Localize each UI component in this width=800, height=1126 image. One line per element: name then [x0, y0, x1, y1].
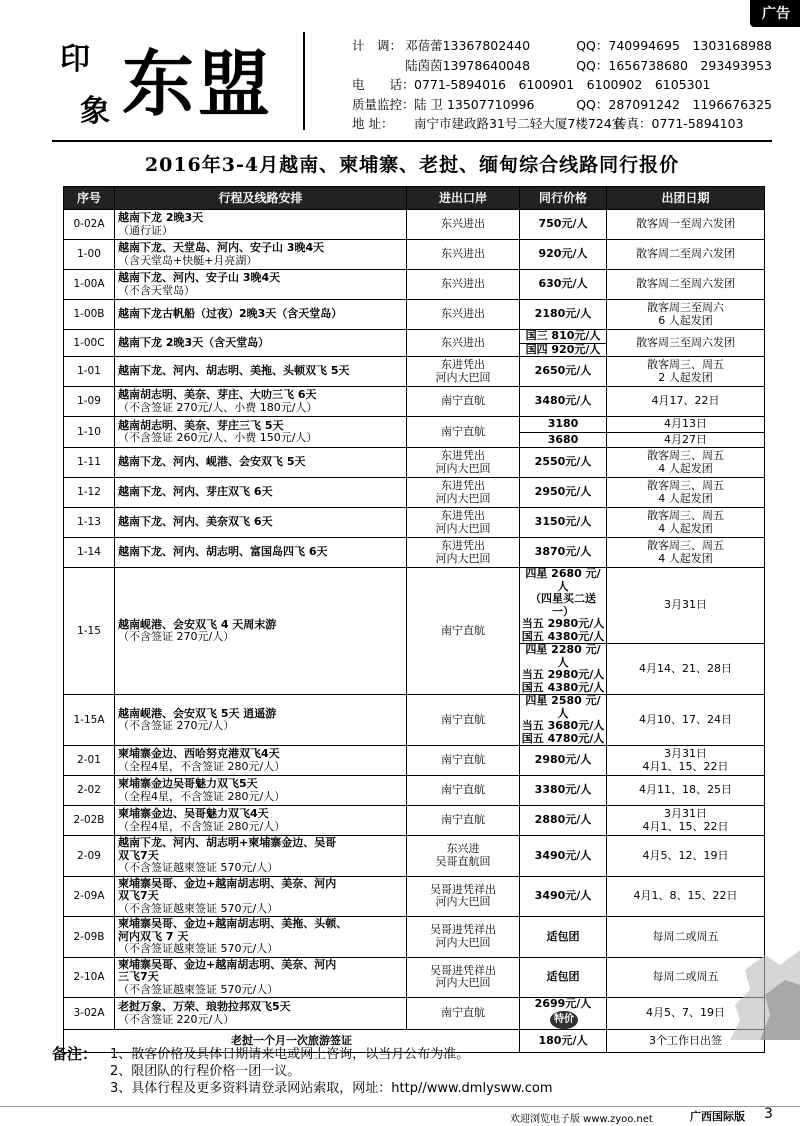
row-code: 1-14	[64, 538, 115, 568]
route-name: 越南下龙 2晚3天	[118, 211, 204, 224]
footer-site: 欢迎浏览电子版 www.zyoo.net	[510, 1114, 653, 1125]
visa-date: 3个工作日出签	[607, 1030, 765, 1053]
table-row	[64, 917, 765, 958]
route-note: （全程4星，不含签证 280元/人）	[118, 759, 286, 773]
row-route	[115, 387, 407, 417]
route-name: 越南岘港、会安双飞 4 天周末游	[118, 617, 277, 631]
row-route	[115, 538, 407, 568]
page-footer	[0, 1106, 800, 1126]
price-value: 适包团	[546, 970, 580, 983]
contact-row	[352, 114, 772, 134]
row-price	[520, 695, 607, 746]
price-value: 3150元/人	[534, 515, 592, 529]
row-price	[520, 508, 607, 538]
route-name: 越南下龙、河内、胡志明+柬埔寨金边、吴哥 双飞7天	[118, 836, 337, 862]
price-value: 2180元/人	[534, 307, 592, 321]
row-port: 东进凭出 河内大巴回	[407, 508, 520, 538]
table-row	[64, 508, 765, 538]
route-name: 越南下龙、河内、芽庄双飞 6天	[118, 485, 273, 499]
row-price	[520, 538, 607, 568]
row-port: 东兴进出	[407, 240, 520, 270]
row-date: 散客周三、周五 2 人起发团	[607, 357, 765, 387]
contact-value: 0771-5894016 6100901 6100902 6105301	[414, 77, 711, 92]
header-code: 序号	[64, 187, 115, 210]
route-note: （不含签证 270元/人、小费 180元/人）	[118, 400, 318, 414]
price-value: 2950元/人	[534, 485, 592, 499]
table-row	[64, 957, 765, 998]
row-route	[115, 568, 407, 695]
row-port: 东兴进 吴哥直航回	[407, 836, 520, 877]
contact-value-2: 传真：0771-5894103	[614, 116, 744, 131]
row-port: 南宁直航	[407, 806, 520, 836]
brand-logo	[52, 26, 302, 136]
row-price	[520, 957, 607, 998]
contact-row	[352, 95, 772, 115]
row-code: 3-02A	[64, 998, 115, 1030]
row-port: 东进凭出 河内大巴回	[407, 448, 520, 478]
price-value: 3180	[547, 417, 579, 430]
route-name: 柬埔寨吴哥、金边+越南胡志明、美拖、头顿、 河内双飞 7 天	[118, 917, 348, 943]
row-route	[115, 776, 407, 806]
row-port: 吴哥进凭祥出 河内大巴回	[407, 876, 520, 917]
route-name: 越南下龙古帆船（过夜）2晚3天（含天堂岛）	[118, 307, 343, 321]
row-price	[520, 836, 607, 877]
route-name: 越南下龙、河内、安子山 3晚4天	[118, 271, 281, 284]
contact-label	[352, 56, 405, 76]
row-route	[115, 210, 407, 240]
row-price	[520, 644, 607, 695]
table-row	[64, 876, 765, 917]
price-value: 3480元/人	[534, 394, 592, 408]
row-date: 每周二或周五	[607, 957, 765, 998]
route-note: （不含签证越柬签证 570元/人）	[118, 982, 279, 996]
rock-illustration	[710, 940, 800, 1040]
route-note: （含天堂岛+快艇+月亮湖）	[118, 253, 258, 267]
row-code: 1-11	[64, 448, 115, 478]
route-name: 柬埔寨金边、西哈努克港双飞4天	[118, 747, 280, 760]
row-port: 东兴进出	[407, 330, 520, 357]
row-date: 4月17、22日	[607, 387, 765, 417]
contact-label: 电 话：	[352, 77, 415, 92]
price-value: 2980元/人	[534, 753, 592, 767]
price-value: 2650元/人	[534, 364, 592, 378]
special-price-badge: 特价	[550, 1011, 578, 1030]
price-value: 630元/人	[538, 277, 588, 291]
row-route	[115, 357, 407, 387]
row-route	[115, 998, 407, 1030]
row-price	[520, 240, 607, 270]
contact-value-2: QQ：740994695 1303168988	[576, 38, 772, 53]
route-note: （不含签证 260元/人、小费 150元/人）	[118, 431, 318, 444]
table-row	[64, 478, 765, 508]
row-date: 散客周二至周六发团	[607, 240, 765, 270]
price-value: 3380元/人	[534, 783, 592, 797]
route-name: 越南胡志明、美奈、芽庄、大叻三飞 6天	[118, 388, 317, 401]
row-port: 吴哥进凭祥出 河内大巴回	[407, 917, 520, 958]
row-price	[520, 746, 607, 776]
route-name: 越南下龙、河内、美奈双飞 6天	[118, 515, 273, 529]
header-rule	[52, 140, 772, 142]
row-route	[115, 330, 407, 357]
contact-label: 计 调：	[352, 38, 403, 53]
row-code: 2-02	[64, 776, 115, 806]
route-name: 越南下龙 2晚3天（含天堂岛）	[118, 335, 270, 349]
row-price	[520, 998, 607, 1030]
table-row	[64, 998, 765, 1030]
price-value: 3490元/人	[534, 889, 592, 902]
route-note: （不含签证 270元/人）	[118, 719, 235, 732]
route-name: 越南岘港、会安双飞 5天 逍遥游	[118, 706, 277, 720]
row-date: 3月31日 4月1、15、22日	[607, 806, 765, 836]
row-code: 2-02B	[64, 806, 115, 836]
row-port: 南宁直航	[407, 776, 520, 806]
row-date: 散客周三、周五 4 人起发团	[607, 508, 765, 538]
logo-main-text: 东盟	[122, 41, 275, 126]
row-route	[115, 508, 407, 538]
row-date: 散客周三至周六 6 人起发团	[607, 300, 765, 330]
route-name: 越南胡志明、美奈、芽庄三飞 5天	[118, 418, 284, 432]
visa-price: 180元/人	[520, 1030, 607, 1053]
price-value: 四星 2280 元/人 当五 2980元/人 国五 4380元/人	[521, 643, 605, 694]
row-code: 2-09A	[64, 876, 115, 917]
row-date: 散客周三、周五 4 人起发团	[607, 538, 765, 568]
route-name: 越南下龙、河内、胡志明、美拖、头顿双飞 5天	[118, 364, 350, 378]
row-code: 1-00B	[64, 300, 115, 330]
visa-label: 老挝一个月一次旅游签证	[64, 1030, 520, 1053]
row-code: 1-00	[64, 240, 115, 270]
page-number: 3	[764, 1106, 773, 1122]
row-date: 4月13日	[607, 417, 765, 433]
route-note: （不含签证越柬签证 570元/人）	[118, 901, 279, 915]
row-price	[520, 387, 607, 417]
route-name: 越南下龙、河内、胡志明、富国岛四飞 6天	[118, 545, 328, 559]
row-date: 散客周一至周六发团	[607, 210, 765, 240]
price-table	[63, 186, 765, 1053]
row-route	[115, 478, 407, 508]
row-price	[520, 568, 607, 644]
logo-char-2: 象	[80, 94, 110, 129]
row-price	[520, 478, 607, 508]
route-name: 柬埔寨吴哥、金边+越南胡志明、美奈、河内 双飞7天	[118, 876, 337, 902]
row-code: 1-00A	[64, 270, 115, 300]
table-row	[64, 240, 765, 270]
row-port: 南宁直航	[407, 998, 520, 1030]
table-row	[64, 417, 765, 433]
row-price	[520, 417, 607, 433]
price-value: 3680	[547, 432, 579, 446]
row-price	[520, 432, 607, 448]
row-date: 3月31日	[607, 568, 765, 644]
price-value: 750元/人	[538, 217, 588, 231]
row-code: 2-09B	[64, 917, 115, 958]
table-row	[64, 330, 765, 344]
route-note: （不含签证越柬签证 570元/人）	[118, 861, 279, 874]
route-name: 柬埔寨金边、吴哥魅力双飞4天	[118, 807, 269, 820]
row-code: 1-10	[64, 417, 115, 448]
row-code: 1-12	[64, 478, 115, 508]
contact-label: 质量监控：	[352, 96, 415, 112]
ad-tag: 广告	[750, 0, 800, 27]
contact-row	[352, 56, 772, 76]
route-note: （不含签证 270元/人）	[118, 630, 235, 643]
row-route	[115, 270, 407, 300]
row-port: 东兴进出	[407, 300, 520, 330]
row-price	[520, 210, 607, 240]
contact-value: 陆 卫 13507710996	[414, 96, 535, 112]
table-row	[64, 387, 765, 417]
footer-brand: 广西国际版	[690, 1110, 745, 1123]
row-price	[520, 876, 607, 917]
row-date: 散客周三、周五 4 人起发团	[607, 448, 765, 478]
contact-value-2: QQ：1656738680 293493953	[576, 57, 772, 73]
price-value: 2699元/人特价	[520, 998, 606, 1029]
price-value: 国三 810元/人	[525, 329, 601, 342]
row-port: 东进凭出 河内大巴回	[407, 478, 520, 508]
header-port: 进出口岸	[407, 187, 520, 210]
row-port: 南宁直航	[407, 387, 520, 417]
route-name: 越南下龙、河内、岘港、会安双飞 5天	[118, 455, 306, 469]
contact-value: 陆茵茵13978640048	[405, 57, 531, 73]
table-row	[64, 210, 765, 240]
row-code: 2-10A	[64, 957, 115, 998]
table-row	[64, 448, 765, 478]
row-code: 2-09	[64, 836, 115, 877]
row-route	[115, 836, 407, 877]
price-value: 适包团	[546, 929, 580, 943]
table-row	[64, 806, 765, 836]
route-name: 柬埔寨吴哥、金边+越南胡志明、美奈、河内 三飞7天	[118, 957, 337, 983]
route-name: 老挝万象、万荣、琅勃拉邦双飞5天	[118, 1000, 291, 1013]
contact-row	[352, 75, 772, 95]
row-route	[115, 806, 407, 836]
row-price	[520, 300, 607, 330]
row-date: 散客周三至周六发团	[607, 330, 765, 357]
row-port: 吴哥进凭祥出 河内大巴回	[407, 957, 520, 998]
row-price	[520, 330, 607, 344]
notes-block	[52, 1046, 772, 1097]
row-price	[520, 917, 607, 958]
table-row	[64, 746, 765, 776]
header-price: 同行价格	[520, 187, 607, 210]
row-route	[115, 917, 407, 958]
row-price	[520, 448, 607, 478]
row-date: 4月1、8、15、22日	[607, 876, 765, 917]
row-code: 1-01	[64, 357, 115, 387]
route-note: （不含天堂岛）	[118, 283, 195, 297]
row-price	[520, 806, 607, 836]
route-note: （通行证）	[118, 223, 173, 237]
row-port: 南宁直航	[407, 417, 520, 448]
row-route	[115, 695, 407, 746]
notes-label: 备注：	[52, 1045, 98, 1063]
price-value: 国四 920元/人	[525, 342, 601, 356]
table-row	[64, 357, 765, 387]
row-port: 东进凭出 河内大巴回	[407, 357, 520, 387]
row-date: 散客周三、周五 4 人起发团	[607, 478, 765, 508]
row-route	[115, 876, 407, 917]
contact-value: 邓蓓蕾13367802440	[405, 38, 531, 53]
row-date: 3月31日 4月1、15、22日	[607, 746, 765, 776]
route-note: （全程4星，不含签证 280元/人）	[118, 819, 286, 833]
row-code: 0-02A	[64, 210, 115, 240]
row-date: 4月10、17、24日	[607, 695, 765, 746]
row-code: 1-15A	[64, 695, 115, 746]
contact-value-2	[614, 75, 772, 95]
table-row	[64, 300, 765, 330]
row-route	[115, 746, 407, 776]
header-date: 出团日期	[607, 187, 765, 210]
contact-label: 地 址：	[352, 116, 394, 131]
price-value: 四星 2580 元/人 当五 3680元/人 国五 4780元/人	[521, 694, 605, 745]
route-note: （全程4星，不含签证 280元/人）	[118, 789, 286, 803]
contact-value: 南宁市建政路31号二轻大厦7楼724室	[414, 116, 625, 131]
contact-block	[352, 36, 772, 134]
row-code: 1-15	[64, 568, 115, 695]
table-row	[64, 270, 765, 300]
contact-value-2: QQ：287091242 1196676325	[576, 96, 772, 112]
price-value: 2550元/人	[534, 455, 592, 469]
row-code: 2-01	[64, 746, 115, 776]
price-value: 2880元/人	[534, 813, 592, 827]
row-port: 南宁直航	[407, 568, 520, 695]
route-note: （不含签证 220元/人）	[118, 1012, 235, 1026]
price-value: 3490元/人	[534, 848, 592, 862]
route-name: 柬埔寨金边吴哥魅力双飞5天	[118, 777, 258, 790]
row-port: 东进凭出 河内大巴回	[407, 538, 520, 568]
page-title: 2016年3-4月越南、柬埔寨、老挝、缅甸综合线路同行报价	[144, 154, 680, 176]
route-note: （不含签证越柬签证 570元/人）	[118, 942, 279, 955]
table-row	[64, 836, 765, 877]
row-port: 东兴进出	[407, 210, 520, 240]
row-date: 4月5、7、19日	[607, 998, 765, 1030]
header-route: 行程及线路安排	[115, 187, 407, 210]
row-route	[115, 448, 407, 478]
row-route	[115, 957, 407, 998]
row-route	[115, 417, 407, 448]
price-value: 3870元/人	[534, 545, 592, 559]
row-route	[115, 300, 407, 330]
row-date: 4月11、18、25日	[607, 776, 765, 806]
row-price	[520, 776, 607, 806]
table-row	[64, 568, 765, 644]
contact-row	[352, 36, 772, 56]
row-price	[520, 343, 607, 357]
table-row	[64, 776, 765, 806]
row-date: 散客周二至周六发团	[607, 270, 765, 300]
price-value: 920元/人	[538, 247, 588, 261]
note-line: 1、散客价格及具体日期请来电或网上咨询，以当月公布为准。	[110, 1047, 470, 1062]
row-date: 4月14、21、28日	[607, 644, 765, 695]
row-date: 4月27日	[607, 432, 765, 448]
row-price	[520, 357, 607, 387]
table-row	[64, 538, 765, 568]
price-value: 四星 2680 元/人 （四星买二送一） 当五 2980元/人 国五 4380元/人	[521, 567, 605, 643]
row-code: 1-13	[64, 508, 115, 538]
table-row	[64, 695, 765, 746]
logo-char-1: 印	[60, 42, 90, 77]
header-divider	[303, 32, 305, 130]
note-line: 2、限团队的行程价格一团一议。	[110, 1064, 301, 1079]
row-code: 1-09	[64, 387, 115, 417]
row-port: 东兴进出	[407, 270, 520, 300]
row-date: 每周二或周五	[607, 917, 765, 958]
row-port: 南宁直航	[407, 746, 520, 776]
row-code: 1-00C	[64, 330, 115, 357]
row-price	[520, 270, 607, 300]
note-line: 3、具体行程及更多资料请登录网站索取，网址：http//www.dmlysww.com	[110, 1081, 553, 1096]
row-port: 南宁直航	[407, 695, 520, 746]
table-header-row	[64, 187, 765, 210]
route-name: 越南下龙、天堂岛、河内、安子山 3晚4天	[118, 241, 325, 254]
row-route	[115, 240, 407, 270]
row-date: 4月5、12、19日	[607, 836, 765, 877]
